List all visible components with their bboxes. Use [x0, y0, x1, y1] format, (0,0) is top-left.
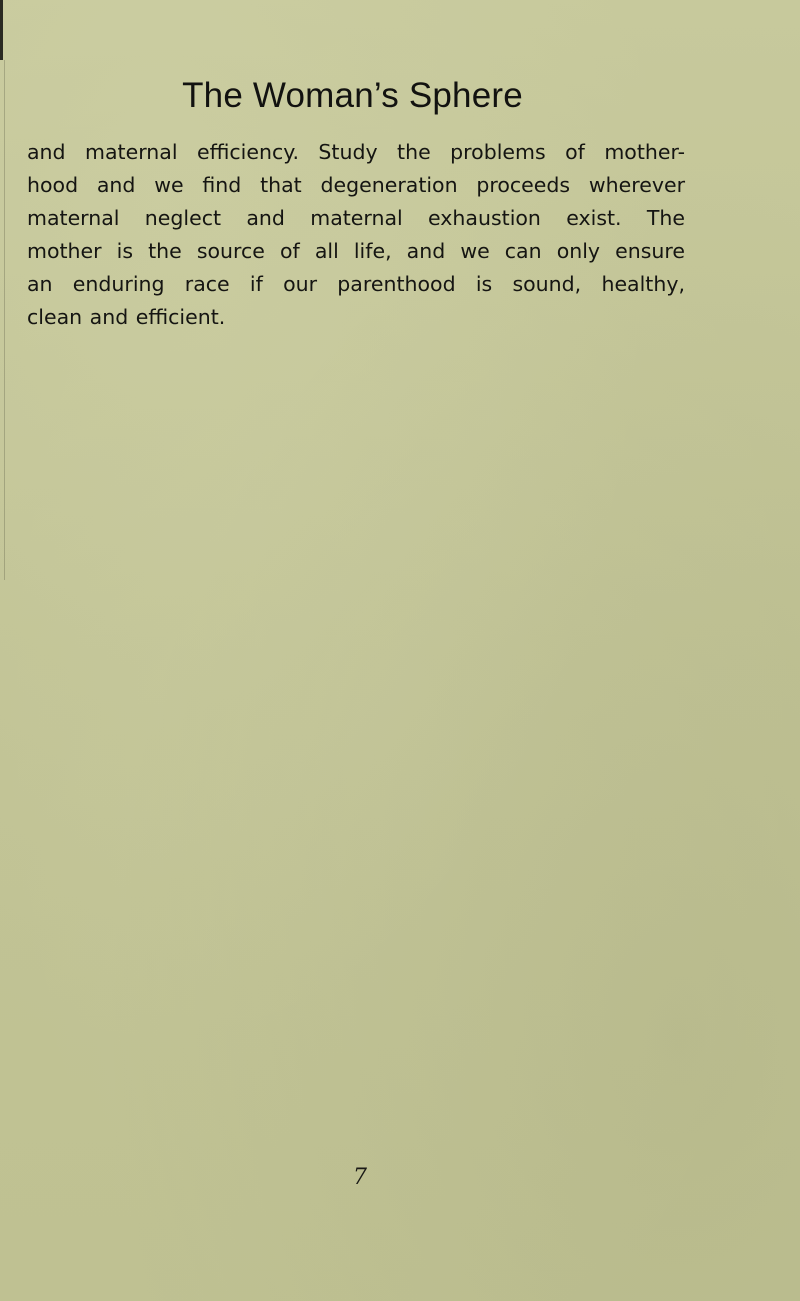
binding-edge-mark	[0, 0, 3, 60]
text-line: clean and efficient.	[27, 305, 226, 329]
page-number: 7	[353, 1165, 367, 1190]
binding-shadow-line	[4, 60, 5, 580]
text-line: maternal neglect and maternal exhaustion exist. The	[27, 206, 685, 230]
text-line: hood and we find that degeneration proceeds wherever	[27, 173, 685, 197]
running-head: The Woman’s Sphere	[182, 76, 523, 115]
body-paragraph	[27, 136, 685, 334]
text-line: mother is the source of all life, and we can only ensure	[27, 239, 685, 263]
text-line: an enduring race if our parenthood is sound, healthy,	[27, 272, 685, 296]
text-line: and maternal efficiency. Study the problems of mother-	[27, 140, 685, 164]
